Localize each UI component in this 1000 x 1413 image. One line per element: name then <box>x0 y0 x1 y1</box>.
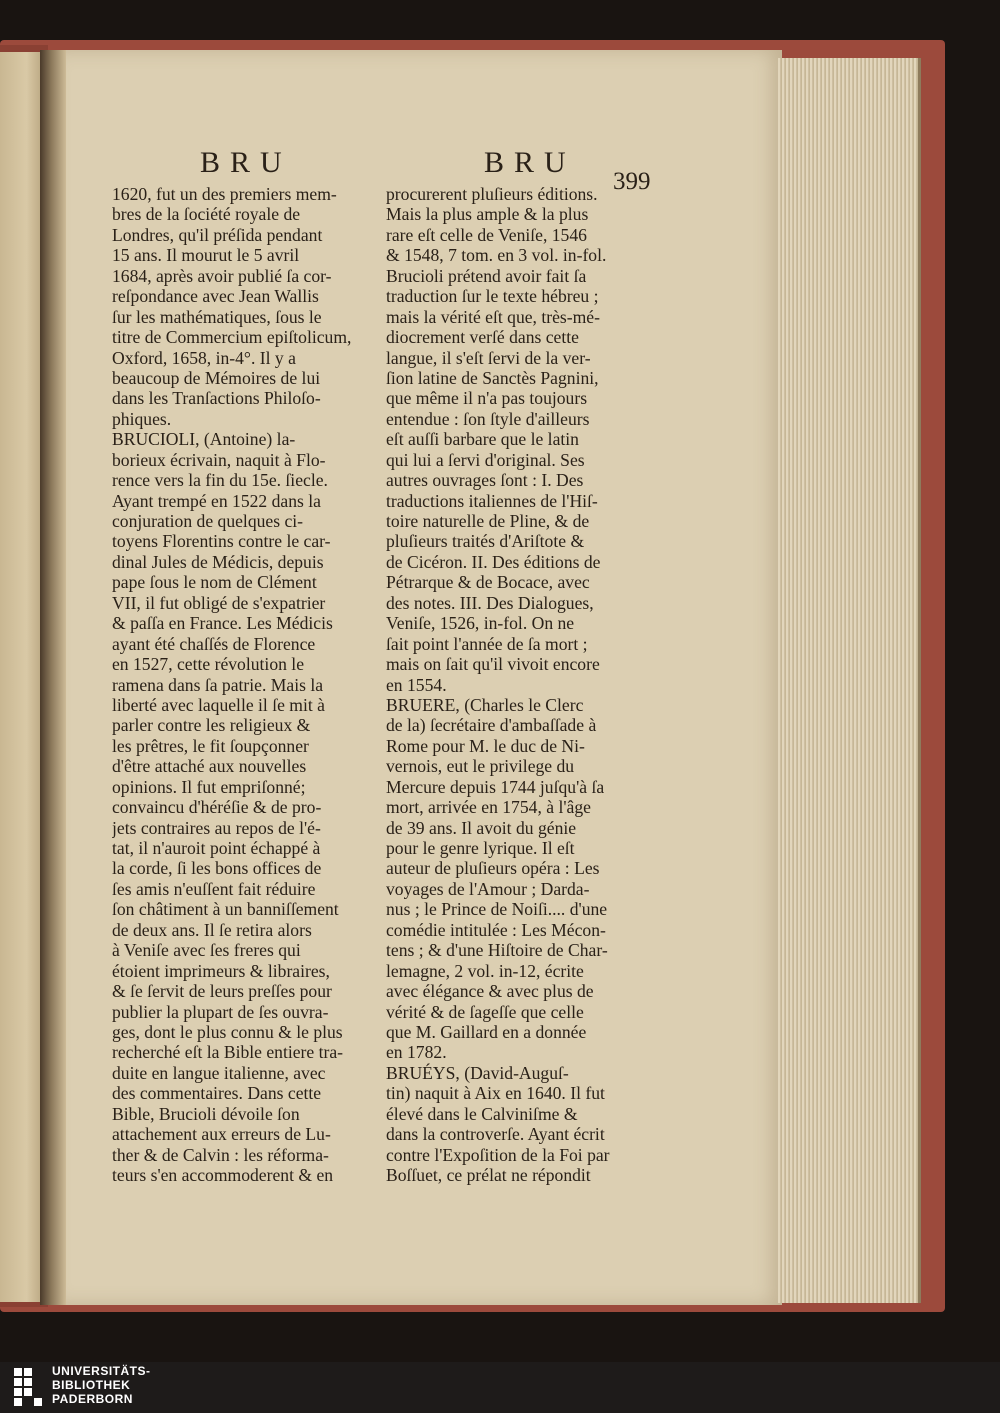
library-name-line-3: PADERBORN <box>52 1392 133 1406</box>
text-line: ges, dont le plus connu & le plus <box>112 1021 343 1042</box>
text-line: teurs s'en accommoderent & en <box>112 1165 334 1185</box>
text-line: de Cicéron. II. Des éditions de <box>386 551 601 572</box>
text-line: ſait point l'année de ſa mort ; <box>386 633 588 654</box>
text-line: convaincu d'héréſie & de pro- <box>112 797 322 818</box>
text-line: procurerent pluſieurs éditions. <box>386 184 598 204</box>
text-line: toire naturelle de Pline, & de <box>386 511 590 531</box>
text-line: Pétrarque & de Bocace, avec <box>386 572 590 593</box>
text-line: rare eſt celle de Veniſe, 1546 <box>386 224 587 245</box>
text-line: pour le genre lyrique. Il eſt <box>386 838 575 858</box>
text-line: attachement aux erreurs de Lu- <box>112 1124 331 1145</box>
text-line: en 1527, cette révolution le <box>112 654 305 675</box>
page-fore-edge <box>778 58 921 1303</box>
text-line: qui lui a ſervi d'original. Ses <box>386 449 585 470</box>
text-line: que M. Gaillard en a donnée <box>386 1021 587 1042</box>
text-line: liberté avec laquelle il ſe mit à <box>112 694 325 715</box>
text-line: rence vers la fin du 15e. ſiecle. <box>112 470 328 491</box>
text-line: la corde, ſi les bons offices de <box>112 858 322 879</box>
text-line: tat, il n'auroit point échappé à <box>112 838 321 858</box>
text-line: voyages de l'Amour ; Darda- <box>386 878 590 899</box>
text-line: contre l'Expoſition de la Foi par <box>386 1144 610 1165</box>
text-line: vernois, eut le privilege du <box>386 756 575 777</box>
text-line: Oxford, 1658, in-4°. Il y a <box>112 347 296 368</box>
text-line: ramena dans ſa patrie. Mais la <box>112 674 324 695</box>
text-line: ſur les mathématiques, ſous le <box>112 306 322 327</box>
text-line: 15 ans. Il mourut le 5 avril <box>112 245 300 266</box>
text-line: de la) ſecrétaire d'ambaſſade à <box>386 715 597 736</box>
text-line: BRUERE, (Charles le Clerc <box>386 694 584 715</box>
text-line: en 1782. <box>386 1042 447 1063</box>
text-line: en 1554. <box>386 674 447 695</box>
text-line: étoient imprimeurs & libraires, <box>112 960 330 981</box>
library-name-line-1: UNIVERSITÄTS- <box>52 1364 151 1378</box>
text-line: lemagne, 2 vol. in-12, écrite <box>386 960 584 981</box>
text-line: auteur de pluſieurs opéra : Les <box>386 858 600 879</box>
text-line: borieux écrivain, naquit à Flo- <box>112 449 326 470</box>
text-line: Londres, qu'il préſida pendant <box>112 224 323 245</box>
text-line: conjuration de quelques ci- <box>112 511 304 531</box>
text-line: jets contraires au repos de l'é- <box>112 817 321 838</box>
text-line: eſt auſſi barbare que le latin <box>386 429 579 450</box>
text-line: BRUÉYS, (David-Auguſ- <box>386 1062 569 1083</box>
text-line: dans la controverſe. Ayant écrit <box>386 1124 605 1145</box>
text-line: vérité & de ſageſſe que celle <box>386 1001 584 1022</box>
text-line: Ayant trempé en 1522 dans la <box>112 490 321 511</box>
text-line: d'être attaché aux nouvelles <box>112 756 307 777</box>
text-line: Boſſuet, ce prélat ne répondit <box>386 1165 591 1185</box>
left-page-edge <box>0 52 44 1302</box>
text-line: dans les Tranſactions Philoſo- <box>112 388 321 409</box>
text-line: BRUCIOLI, (Antoine) la- <box>112 429 296 450</box>
text-line: mais on ſait qu'il vivoit encore <box>386 654 600 675</box>
text-line: ayant été chaſſés de Florence <box>112 633 316 654</box>
library-name <box>52 1364 151 1406</box>
text-line: autres ouvrages ſont : I. Des <box>386 470 584 491</box>
page-number: 399 <box>613 168 651 195</box>
text-line: que même il n'a pas toujours <box>386 388 588 409</box>
text-line: de deux ans. Il ſe retira alors <box>112 919 312 940</box>
text-line: mort, arrivée en 1754, à l'âge <box>386 797 591 818</box>
text-line: publier la plupart de ſes ouvra- <box>112 1001 329 1022</box>
text-line: Mais la plus ample & la plus <box>386 204 589 225</box>
text-line: ſion latine de Sanctès Pagnini, <box>386 367 599 388</box>
text-line: entendue : ſon ſtyle d'ailleurs <box>386 408 590 429</box>
text-column-right <box>386 184 656 1185</box>
text-line: & paſſa en France. Les Médicis <box>112 613 333 634</box>
text-line: Rome pour M. le duc de Ni- <box>386 735 585 756</box>
text-line: avec élégance & avec plus de <box>386 981 594 1002</box>
text-line: VII, il fut obligé de s'expatrier <box>112 592 326 613</box>
text-line: beaucoup de Mémoires de lui <box>112 367 321 388</box>
text-line: mais la vérité eſt que, très-mé- <box>386 306 600 327</box>
library-name-line-2: BIBLIOTHEK <box>52 1378 131 1392</box>
text-line: langue, il s'eſt ſervi de la ver- <box>386 347 591 368</box>
text-line: duite en langue italienne, avec <box>112 1062 326 1083</box>
text-line: comédie intitulée : Les Mécon- <box>386 919 606 940</box>
text-line: les prêtres, le fit ſoupçonner <box>112 735 309 756</box>
running-head-right: BRU <box>484 146 576 179</box>
library-logo-icon <box>14 1368 44 1406</box>
text-line: dinal Jules de Médicis, depuis <box>112 551 324 572</box>
text-line: parler contre les religieux & <box>112 715 311 736</box>
library-footer <box>0 1362 1000 1413</box>
text-line: recherché eſt la Bible entiere tra- <box>112 1042 344 1063</box>
text-line: & ſe ſervit de leurs preſſes pour <box>112 981 332 1002</box>
text-column-left <box>112 184 374 1185</box>
text-line: Brucioli prétend avoir fait ſa <box>386 265 587 286</box>
text-line: ſon châtiment à un banniſſement <box>112 899 339 920</box>
text-line: & 1548, 7 tom. en 3 vol. in-fol. <box>386 245 607 266</box>
text-line: Veniſe, 1526, in-fol. On ne <box>386 613 575 634</box>
text-line: pluſieurs traités d'Ariſtote & <box>386 531 585 552</box>
text-line: nus ; le Prince de Noiſi.... d'une <box>386 899 608 920</box>
text-line: des commentaires. Dans cette <box>112 1083 322 1104</box>
text-line: Mercure depuis 1744 juſqu'à ſa <box>386 776 605 797</box>
text-line: traduction ſur le texte hébreu ; <box>386 286 599 307</box>
text-line: 1684, après avoir publié ſa cor- <box>112 265 332 286</box>
text-line: toyens Florentins contre le car- <box>112 531 331 552</box>
text-line: 1620, fut un des premiers mem- <box>112 184 337 204</box>
text-line: tin) naquit à Aix en 1640. Il fut <box>386 1083 605 1104</box>
text-line: reſpondance avec Jean Wallis <box>112 286 319 307</box>
text-line: opinions. Il fut empriſonné; <box>112 776 306 797</box>
text-line: pape ſous le nom de Clément <box>112 572 317 593</box>
text-line: diocrement verſé dans cette <box>386 327 579 348</box>
text-line: titre de Commercium epiſtolicum, <box>112 327 352 348</box>
text-line: ſes amis n'euſſent fait réduire <box>112 878 316 899</box>
text-line: ther & de Calvin : les réforma- <box>112 1144 329 1165</box>
text-line: élevé dans le Calviniſme & <box>386 1103 578 1124</box>
text-line: à Veniſe avec ſes freres qui <box>112 940 301 961</box>
running-head-left: BRU <box>200 146 292 179</box>
text-line: phiques. <box>112 408 172 429</box>
text-line: Bible, Brucioli dévoile ſon <box>112 1103 300 1124</box>
text-line: traductions italiennes de l'Hiſ- <box>386 490 598 511</box>
text-line: tens ; & d'une Hiſtoire de Char- <box>386 940 608 961</box>
text-line: de 39 ans. Il avoit du génie <box>386 817 577 838</box>
text-line: bres de la ſociété royale de <box>112 204 301 225</box>
page-gutter <box>40 50 66 1305</box>
text-line: des notes. III. Des Dialogues, <box>386 592 594 613</box>
